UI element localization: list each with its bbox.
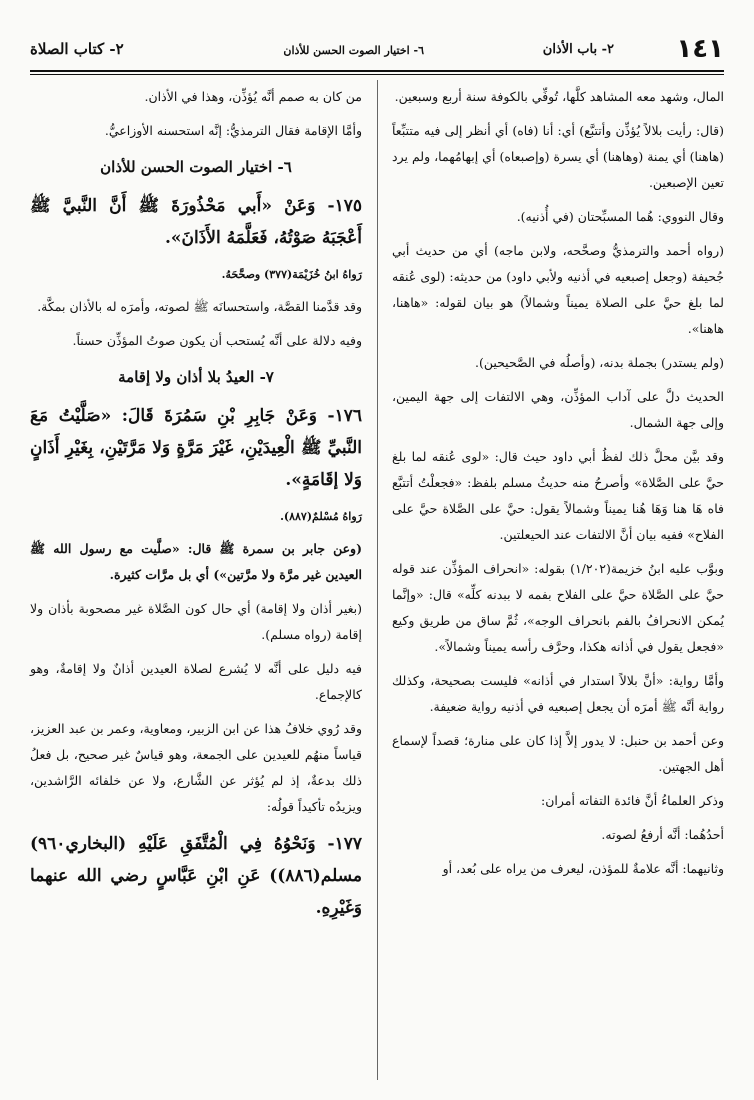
right-column — [392, 84, 724, 890]
hadith-text: ١٧٦- وَعَنْ جَابِرِ بْنِ سَمُرَةَ قَالَ: «صَلَّيْتُ مَعَ النَّبيِّ ﷺ الْعِيدَيْنِ، غَيْرَ مَرَّةٍ وَلا مَرَّتَيْنِ، بِغَيْرِ أَذَانٍ وَلا إقَامَةٍ». — [30, 406, 362, 490]
commentary-paragraph: وأمَّا الإقامة فقال الترمذيُّ: إنَّه استحسنه الأوزاعيُّ. — [104, 123, 362, 138]
section-heading: ٦- اختيار الصوت الحسن للأذان — [100, 158, 292, 176]
commentary-paragraph: من كان به صمم أنَّه يُؤذِّن، وهذا في الأذان. — [144, 89, 362, 104]
commentary-paragraph: وأمَّا رواية: «أنَّ بلالاً استدار في أذانه» فليست بصحيحة، وكذلك رواية أنَّه ﷺ أمرَه أن يجعل إصبعيه في أذنيه رواية ضعيفة. — [392, 673, 724, 714]
header-rule — [30, 70, 724, 72]
commentary-paragraph: وثانيهما: أنَّه علامةٌ للمؤذن، ليعرف من يراه على بُعد، أو — [442, 861, 724, 876]
hadith-reference: رَواهُ مُسْلمٌ(٨٨٧). — [280, 510, 362, 523]
commentary-paragraph: وقال النووي: هُما المسبِّحتان (في أُذنيه). — [516, 209, 724, 224]
commentary-paragraph: أحدُهُما: أنَّه أرفعُ لصوته. — [601, 827, 724, 842]
commentary-paragraph: وقد قدَّمنا القصَّة، واستحسانَه ﷺ لصوته، وأمرَه له بالأذان بمكَّة. — [37, 299, 362, 314]
section-heading: ٧- العيدُ بلا أذان ولا إقامة — [118, 368, 274, 386]
book-title: ٢- كتاب الصلاة — [30, 40, 124, 58]
commentary-paragraph: (ولم يستدر) بجملة بدنه، (وأصلُه في الصَّحيحين). — [474, 355, 724, 370]
commentary-paragraph: الحديث دلَّ على آداب المؤذِّن، وهي الالتفات إلى جهة اليمين، وإلى جهة الشمال. — [392, 389, 724, 430]
column-divider — [377, 80, 378, 1080]
commentary-paragraph: المال، وشهد معه المشاهد كلَّها، تُوفِّي بالكوفة سنة أربع وسبعين. — [394, 89, 724, 104]
commentary-paragraph: وفيه دلالة على أنَّه يُستحب أن يكون صوتُ المؤذِّن حسناً. — [72, 333, 362, 348]
commentary-paragraph: وقد بيَّن محلَّ ذلك لفظُ أبي داود حيث قال: «لوى عُنقه لما بلغ حيَّ على الصَّلاة» وأصرحُ منه حديثُ مسلم بلفظ: «فجعلْتُ أتتبَّع فاه هَا هنا وَهَا هُنا يميناً وشمالاً يقول: حيَّ على الصَّلاة حيَّ على الفلاح» ففيه بيان أنَّ الالتفات عند الحيعلتين. — [392, 449, 724, 542]
page-number: ١٤١ — [676, 34, 724, 64]
commentary-paragraph: وبوَّب عليه ابنُ خزيمة(١/٢٠٢) بقوله: «انحراف المؤذِّن عند قوله حيَّ على الصَّلاة حيَّ على الفلاح بفمه لا ببدنه كلِّه» قال: «وإنَّما يُمكن الانحرافُ بالفم بانحراف الوجه»، ثُمَّ ساق من طريق وكيع «فجعل يقول في أذانه هكذا، وحرَّف رأسه يميناً وشمالاً». — [392, 561, 725, 654]
hadith-text: ١٧٥- وَعَنْ «أَبي مَحْذُورَةَ ﷺ أَنَّ النَّبيَّ ﷺ أَعْجَبَهُ صَوْتُهُ، فَعَلَّمَهُ الأَذَانَ». — [30, 196, 362, 248]
hadith-text: ١٧٧- وَنَحْوُهُ فِي الْمُتَّفَقِ عَلَيْهِ (البخاري٩٦٠) مسلم(٨٨٦)) عَنِ ابْنِ عَبَّاسٍ رضي الله عنهما وَغَيْرِهِ. — [30, 834, 362, 918]
commentary-paragraph: (وعن جابر بن سمرة ﷺ قال: «صلَّيت مع رسول الله ﷺ العيدين غير مرَّة ولا مرَّتين») أي بل مرَّات كثيرة. — [30, 541, 362, 582]
header-rule-thin — [30, 74, 724, 75]
commentary-paragraph: وقد رُوي خلافُ هذا عن ابن الزبير، ومعاوية، وعمر بن عبد العزيز، قياساً منهُم للعيدين على الجمعة، وهو قياسٌ غير صحيح، بل فعلُ ذلك بدعةٌ، إذ لم يُؤثر عن الشَّارع، ولا عن خلفائه الرَّاشدين، ويزيدُه تأكيداً قولُه: — [30, 721, 362, 814]
commentary-paragraph: وذكر العلماءُ أنَّ فائدة التفاته أمران: — [540, 793, 724, 808]
section-title: ٦- اختيار الصوت الحسن للأذان — [283, 44, 424, 57]
left-column — [30, 84, 362, 932]
hadith-reference: رَواهُ ابنُ خُزَيْمَة(٣٧٧) وصحَّحَهُ. — [221, 268, 362, 281]
commentary-paragraph: فيه دليل على أنَّه لا يُشرع لصلاة العيدين أذانٌ ولا إقامةٌ، وهو كالإجماع. — [30, 661, 362, 702]
commentary-paragraph: (رواه أحمد والترمذيُّ وصحَّحه، ولابن ماجه) أي من حديث أبي جُحيفة (وجعل إصبعيه في أذنيه ولأبي داود) من حديثه: (لوى عُنقه لما بلغ حيَّ على الصلاة يميناً وشمالاً) هو بيان لقوله: «هاهنا، هاهنا». — [392, 243, 724, 336]
commentary-paragraph: وعن أحمد بن حنبل: لا يدور إلاَّ إذا كان على منارة؛ قصداً لإسماع أهل الجهتين. — [392, 733, 724, 774]
commentary-paragraph: (بغير أذان ولا إقامة) أي حال كون الصَّلاة غير مصحوبة بأذان ولا إقامة (رواه مسلم). — [30, 601, 362, 642]
page-header — [30, 36, 724, 70]
chapter-title: ٢- باب الأذان — [542, 42, 614, 57]
commentary-paragraph: (قال: رأيت بلالاً يُؤذِّن وأتتبَّع) أي: أنا (فاه) أي أنظر إلى فيه متتبِّعاً (هاهنا) أي يمنة (وهاهنا) أي يسرة (وإصبعاه) أي إبهامُهما، ولم يرد تعين الإصبعين. — [392, 123, 724, 190]
